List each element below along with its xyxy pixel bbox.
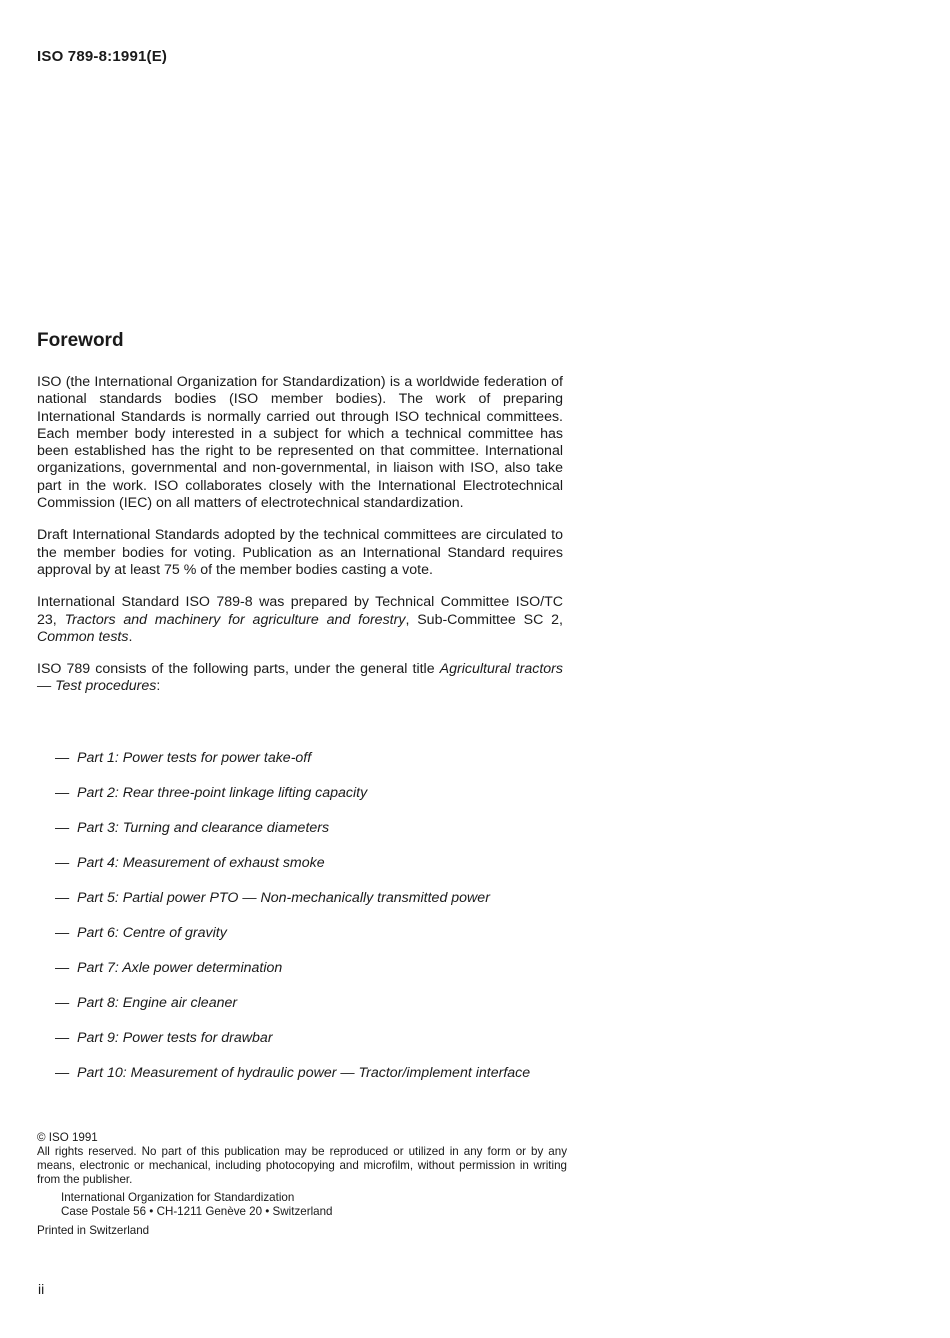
list-item: [55, 995, 565, 1012]
foreword-body: [37, 374, 563, 711]
parts-list: [55, 750, 565, 1082]
list-item: [55, 1065, 565, 1082]
foreword-paragraph-1: ISO (the International Organization for Standardization) is a worldwide federation of national standards bodies (ISO member bodies). The work of preparing International Standards is normally carried out through ISO technical committees. Each member body interested in a subject for which a technical committee has been established has the right to be represented on that committee. International organizations, governmental and non-governmental, in liaison with ISO, also take part in the work. ISO collaborates closely with the International Electrotechnical Commission (IEC) on all matters of electrotechnical standardization.: [37, 374, 563, 512]
paragraph-3-lead: International Standard ISO 789-8 was prepared by Technical Committee ISO/TC 23,: [37, 594, 563, 628]
printed-in: Printed in Switzerland: [37, 1224, 150, 1237]
page-number: ii: [38, 1281, 45, 1297]
technical-committee-title: Tractors and machinery for agriculture and forestry: [64, 611, 406, 628]
list-item: [55, 750, 565, 767]
list-dash: —: [55, 960, 70, 976]
paragraph-4-lead: ISO 789 consists of the following parts, under the general title: [37, 661, 440, 678]
publisher-postal-address: Case Postale 56 • CH-1211 Genève 20 • Switzerland: [61, 1205, 333, 1218]
list-item: [55, 820, 565, 837]
part-title: Part 8: Engine air cleaner: [77, 995, 238, 1011]
list-item: [55, 925, 565, 942]
rights-statement: All rights reserved. No part of this publication may be reproduced or utilized in any form or by any means, electronic or mechanical, including photocopying and microfilm, without permission in writing from the publisher.: [37, 1145, 567, 1186]
part-title: Part 6: Centre of gravity: [77, 925, 227, 941]
list-item: [55, 960, 565, 977]
part-title: Part 3: Turning and clearance diameters: [77, 820, 330, 836]
paragraph-4-end: :: [156, 678, 161, 695]
list-dash: —: [55, 820, 70, 836]
part-title: Part 5: Partial power PTO — Non-mechanically transmitted power: [77, 890, 490, 906]
part-title: Part 9: Power tests for drawbar: [77, 1030, 273, 1046]
part-title: Part 4: Measurement of exhaust smoke: [77, 855, 325, 871]
paragraph-3-end: .: [128, 628, 133, 645]
part-title: Part 1: Power tests for power take-off: [77, 750, 312, 766]
paragraph-3-mid: , Sub-Committee SC 2,: [405, 611, 563, 628]
document-id: ISO 789-8:1991(E): [37, 48, 168, 65]
list-item: [55, 1030, 565, 1047]
foreword-paragraph-4: [37, 661, 563, 696]
general-title: Agricultural tractors — Test procedures: [37, 661, 563, 695]
copyright-block: [37, 1131, 567, 1238]
list-dash: —: [55, 750, 70, 766]
list-item: [55, 890, 565, 907]
publisher-name: International Organization for Standardization: [61, 1191, 295, 1204]
part-title: Part 10: Measurement of hydraulic power — Tractor/implement interface: [77, 1065, 531, 1081]
foreword-paragraph-3: [37, 594, 563, 646]
part-title: Part 7: Axle power determination: [77, 960, 283, 976]
list-item: [55, 785, 565, 802]
list-dash: —: [55, 1030, 70, 1046]
publisher-address: [61, 1191, 567, 1219]
part-title: Part 2: Rear three-point linkage lifting capacity: [77, 785, 368, 801]
list-dash: —: [55, 925, 70, 941]
list-dash: —: [55, 890, 70, 906]
foreword-paragraph-2: Draft International Standards adopted by the technical committees are circulated to the member bodies for voting. Publication as an International Standard requires approval by at least 75 % of the member bodies casting a vote.: [37, 527, 563, 578]
list-dash: —: [55, 1065, 70, 1081]
list-dash: —: [55, 785, 70, 801]
foreword-heading: Foreword: [37, 330, 124, 351]
list-item: [55, 855, 565, 872]
copyright-notice: © ISO 1991: [37, 1131, 98, 1144]
sub-committee-title: Common tests: [37, 628, 129, 645]
list-dash: —: [55, 855, 70, 871]
list-dash: —: [55, 995, 70, 1011]
